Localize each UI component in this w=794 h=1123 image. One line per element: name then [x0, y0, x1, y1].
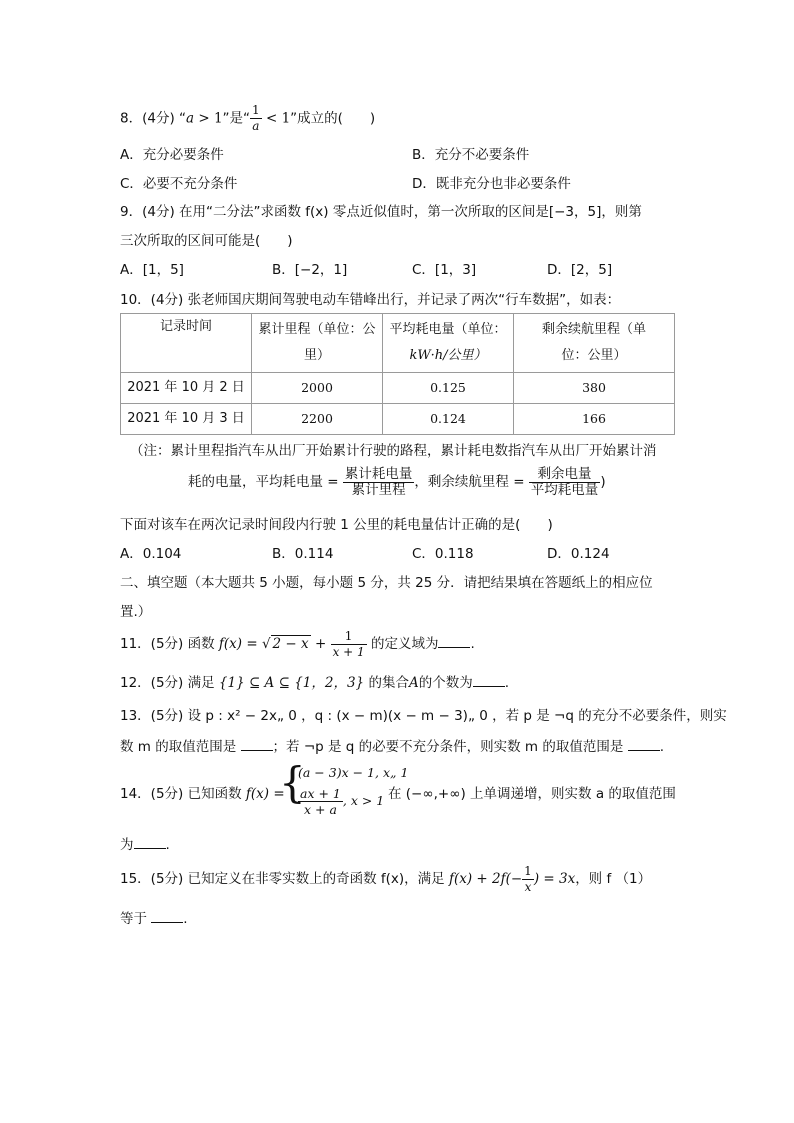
frac-num: ax + 1: [300, 786, 341, 801]
q14-prefix: [120, 782, 285, 802]
frac-den: 累计里程: [351, 481, 406, 498]
q11-suffix: 的定义域为: [370, 636, 439, 652]
q14-case2-fraction: [298, 786, 343, 817]
header-cell-range: 剩余续航里程（单 位：公里）: [514, 314, 675, 373]
q9-option-b: B．[−2，1]: [272, 262, 348, 278]
q13-line2-b: ；若 ¬p 是 q 的必要不充分条件，则实数 m 的取值范围是: [272, 739, 624, 755]
q10-note-c: ): [600, 474, 606, 490]
q12-var-a: A: [408, 675, 419, 691]
q12-prefix: 12．(5分) 满足: [120, 675, 215, 691]
header-cell-time: 记录时间: [121, 314, 252, 373]
q14-mid: 在 (−∞,+∞) 上单调递增，则实数 a 的取值范围: [388, 786, 676, 802]
q11-fx: f(x) =: [218, 636, 258, 652]
q8-option-c: C．必要不充分条件: [120, 176, 238, 192]
q15-fraction: [522, 864, 534, 895]
q11-stem: [120, 627, 475, 661]
table-cell: 0.124: [383, 404, 514, 435]
q11-fraction: [331, 629, 367, 660]
frac-num: 剩余电量: [529, 467, 601, 483]
frac-num: 累计耗电量: [344, 465, 413, 482]
q12-end: .: [504, 675, 509, 691]
q12-set-relation: {1} ⊆ A ⊆ {1，2，3}: [218, 675, 365, 691]
q10-note-line1: （注：累计里程指汽车从出厂开始累计行驶的路程，累计耗电数指汽车从出厂开始累计消: [130, 443, 657, 459]
section2-heading-line1: 二、填空题（本大题共 5 小题，每小题 5 分，共 25 分．请把结果填在答题纸上的相应位: [120, 575, 653, 591]
answer-blank[interactable]: [241, 738, 273, 751]
q10-data-table: [120, 313, 675, 435]
q10-question: 下面对该车在两次记录时间段内行驶 1 公里的耗电量估计正确的是( ): [120, 517, 553, 533]
q12-mid: 的集合: [368, 675, 409, 691]
q9-line2: 三次所取的区间可能是( ): [120, 233, 293, 249]
q10-stem: 10．(4分) 张老师国庆期间驾驶电动车错峰出行，并记录了两次“行车数据”，如表：: [120, 292, 621, 308]
frac-den: x + 1: [332, 644, 365, 659]
q10-note-line2: [188, 464, 606, 500]
frac-den: x + a: [303, 802, 337, 817]
table-cell: 2200: [252, 404, 383, 435]
q11-plus: +: [314, 636, 327, 652]
q8-option-b: B．充分不必要条件: [412, 147, 530, 163]
q14-end: .: [165, 837, 170, 853]
q8-stem: [120, 103, 375, 133]
left-brace-icon: {: [279, 758, 306, 807]
q14-case2-cond: , x > 1: [342, 793, 385, 808]
table-cell: 0.125: [383, 373, 514, 404]
q10-option-b: B．0.114: [272, 546, 334, 562]
q8-frac-num: 1: [252, 103, 260, 117]
frac-den: x: [524, 879, 532, 894]
q13-line1: 13．(5分) 设 p : x² − 2x„ 0 ，q : (x − m)(x − m − 3)„ 0 ，若 p 是 ¬q 的充分不必要条件，则实: [120, 708, 727, 724]
q10-avg-consumption-fraction: [343, 467, 415, 498]
q15-line2-text: 等于: [120, 911, 147, 927]
q13-line2: [120, 735, 664, 755]
q14-fx: f(x) =: [245, 786, 285, 802]
answer-blank[interactable]: [628, 738, 660, 751]
table-cell: 2000: [252, 373, 383, 404]
q10-remaining-range-fraction: [529, 467, 601, 498]
q10-note-b: ，剩余续航里程 =: [414, 474, 525, 490]
q12-stem: [120, 671, 509, 691]
q11-sqrt-body: 2 − x: [272, 636, 309, 652]
table-row: [121, 404, 675, 435]
q12-suffix: 的个数为: [418, 675, 473, 691]
sqrt-icon: √: [261, 636, 271, 652]
answer-blank[interactable]: [134, 836, 166, 849]
section2-heading-line2: 置.）: [120, 604, 152, 620]
q15-eq-a: f(x) + 2f(−: [448, 871, 523, 887]
q13-end: .: [659, 739, 664, 755]
table-cell: 2021 年 10 月 2 日: [121, 373, 252, 404]
q15-stem: [120, 862, 651, 896]
q15-line2: [120, 907, 188, 927]
table-row: [121, 373, 675, 404]
q11-end: .: [470, 636, 475, 652]
q8-fraction: [250, 103, 262, 134]
q10-note-a: 耗的电量，平均耗电量 =: [188, 474, 339, 490]
answer-blank[interactable]: [151, 910, 183, 923]
frac-num: 1: [331, 629, 367, 645]
q8-option-d: D．既非充分也非必要条件: [412, 176, 571, 192]
table-cell: 166: [514, 404, 675, 435]
q13-line2-a: 数 m 的取值范围是: [120, 739, 237, 755]
q8-suffix: ”成立的( ): [290, 110, 376, 127]
table-header-row: [121, 314, 675, 373]
q14-case1: (a − 3)x − 1, x„ 1: [298, 765, 409, 780]
q9-option-d: D．[2，5]: [547, 262, 613, 278]
table-cell: 380: [514, 373, 675, 404]
q8-cond-rest: > 1: [194, 110, 223, 127]
q10-option-a: A．0.104: [120, 546, 182, 562]
q14-prefix-text: 14．(5分) 已知函数: [120, 786, 242, 802]
header-cell-mileage: 累计里程（单位：公 里）: [252, 314, 383, 373]
header-cell-consumption: 平均耗电量（单位： kW·h/公里）: [383, 314, 514, 373]
q15-end: .: [183, 911, 188, 927]
q14-case2: [298, 786, 384, 817]
q9-option-c: C．[1，3]: [412, 262, 477, 278]
q8-cond2-rest: < 1: [261, 110, 291, 127]
q9-option-a: A．[1，5]: [120, 262, 184, 278]
q9-line1: 9．(4分) 在用“二分法”求函数 f(x) 零点近似值时，第一次所取的区间是[−3，5]，则第: [120, 204, 642, 220]
answer-blank[interactable]: [473, 674, 505, 687]
q14-line2-text: 为: [120, 837, 134, 853]
q15-prefix: 15．(5分) 已知定义在非零实数上的奇函数 f(x)，满足: [120, 871, 445, 887]
q8-option-a: A．充分必要条件: [120, 147, 224, 163]
q15-eq-b: ) = 3x: [533, 871, 576, 887]
frac-den: 平均耗电量: [530, 481, 599, 498]
q15-suffix: ，则 f （1）: [575, 871, 652, 887]
q10-option-d: D．0.124: [547, 546, 610, 562]
q8-mid: ”是“: [222, 110, 251, 127]
table-cell: 2021 年 10 月 3 日: [121, 404, 252, 435]
frac-num: 1: [524, 863, 532, 878]
q8-frac-den: a: [252, 119, 260, 133]
q8-cond-a: a: [186, 110, 195, 127]
answer-blank[interactable]: [438, 635, 470, 648]
q14-line2: [120, 833, 170, 853]
q11-prefix: 11．(5分) 函数: [120, 636, 215, 652]
q10-option-c: C．0.118: [412, 546, 474, 562]
q8-prefix: 8．(4分) “: [120, 110, 186, 127]
